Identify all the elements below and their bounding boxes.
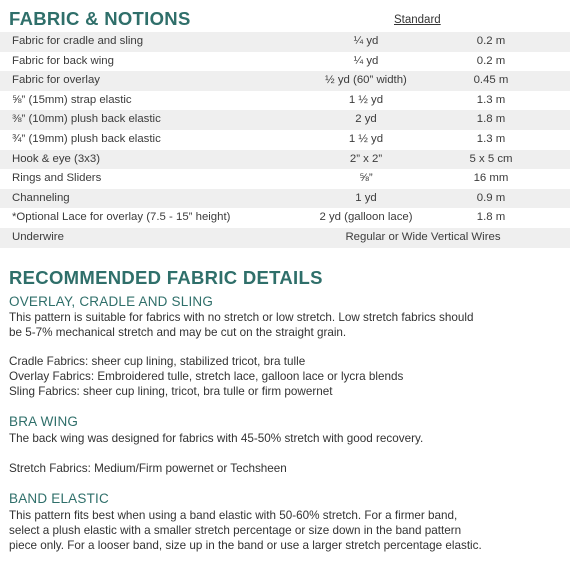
- stretch-fabrics-paragraph: [9, 461, 565, 476]
- table-row: [0, 32, 570, 52]
- metric-cell: 0.2 m: [476, 35, 506, 47]
- text-line: piece only. For a looser band, size up in the band or use a larger stretch percentage elastic.: [9, 539, 482, 553]
- item-cell: Hook & eye (3x3): [12, 152, 100, 165]
- table-row: [0, 208, 570, 228]
- text-line: select a plush elastic with a smaller stretch percentage or size down in the band pattern: [9, 524, 462, 538]
- imperial-cell: 2 yd: [355, 113, 377, 126]
- text-line: be 5-7% mechanical stretch and may be cut on the straight grain.: [9, 326, 347, 340]
- overlay-paragraph: [9, 310, 565, 340]
- metric-cell: 1.3 m: [476, 93, 506, 106]
- recommended-heading: RECOMMENDED FABRIC DETAILS: [9, 267, 323, 288]
- metric-cell: 0.9 m: [476, 191, 506, 204]
- metric-cell: 1.3 m: [476, 132, 506, 145]
- metric-cell: 0.45 m: [473, 74, 509, 87]
- table-row: [0, 91, 570, 111]
- table-row: [0, 52, 570, 72]
- table-row: [0, 130, 570, 150]
- imperial-cell: 1 ½ yd: [348, 93, 384, 106]
- metric-cell: 16 mm: [473, 172, 509, 185]
- text-line: This pattern fits best when using a band elastic with 50-60% stretch. For a firmer band,: [9, 509, 458, 522]
- imperial-cell: Regular or Wide Vertical Wires: [345, 230, 501, 243]
- item-cell: Fabric for back wing: [12, 54, 114, 67]
- imperial-cell: ¼ yd: [353, 35, 379, 47]
- band-elastic-subheading: BAND ELASTIC: [9, 491, 109, 506]
- item-cell: Fabric for cradle and sling: [12, 35, 144, 47]
- metric-cell: 5 x 5 cm: [469, 152, 513, 165]
- standard-column-header: Standard: [394, 14, 441, 26]
- item-cell: Channeling: [12, 191, 70, 204]
- imperial-cell: ⅝”: [359, 172, 373, 185]
- item-cell: Rings and Sliders: [12, 172, 102, 185]
- item-cell: Underwire: [12, 230, 64, 243]
- fabric-notions-table: [0, 32, 570, 248]
- table-row: [0, 228, 570, 248]
- fabric-types-paragraph: [9, 354, 565, 400]
- imperial-cell: 2” x 2”: [349, 152, 383, 165]
- table-row: [0, 110, 570, 130]
- imperial-cell: 1 ½ yd: [348, 132, 384, 145]
- imperial-cell: ½ yd (60” width): [325, 74, 407, 87]
- item-cell: *Optional Lace for overlay (7.5 - 15” height): [12, 211, 231, 224]
- table-row: [0, 169, 570, 189]
- text-line: Sling Fabrics: sheer cup lining, tricot, bra tulle or firm powernet: [9, 385, 333, 399]
- overlay-subheading: OVERLAY, CRADLE AND SLING: [9, 294, 214, 309]
- item-cell: ⅜” (10mm) plush back elastic: [12, 113, 161, 126]
- text-line: This pattern is suitable for fabrics with no stretch or low stretch. Low stretch fabrics should: [9, 311, 474, 324]
- bra-wing-paragraph: [9, 431, 565, 446]
- item-cell: ¾” (19mm) plush back elastic: [12, 132, 161, 145]
- fabric-notions-heading: FABRIC & NOTIONS: [9, 8, 191, 29]
- imperial-cell: 1 yd: [355, 191, 377, 204]
- bra-wing-subheading: BRA WING: [9, 414, 79, 429]
- band-elastic-paragraph: [9, 508, 565, 554]
- table-row: [0, 189, 570, 209]
- metric-cell: 0.2 m: [476, 54, 506, 67]
- table-row: [0, 150, 570, 170]
- item-cell: Fabric for overlay: [12, 74, 100, 87]
- table-row: [0, 71, 570, 91]
- metric-cell: 1.8 m: [476, 113, 506, 126]
- item-cell: ⅝” (15mm) strap elastic: [12, 93, 132, 106]
- text-line: Cradle Fabrics: sheer cup lining, stabilized tricot, bra tulle: [9, 355, 306, 368]
- text-line: Overlay Fabrics: Embroidered tulle, stretch lace, galloon lace or lycra blends: [9, 370, 404, 384]
- imperial-cell: ¼ yd: [353, 54, 379, 67]
- text-line: Stretch Fabrics: Medium/Firm powernet or Techsheen: [9, 462, 287, 475]
- text-line: The back wing was designed for fabrics with 45-50% stretch with good recovery.: [9, 432, 424, 445]
- imperial-cell: 2 yd (galloon lace): [319, 211, 413, 224]
- metric-cell: 1.8 m: [476, 211, 506, 224]
